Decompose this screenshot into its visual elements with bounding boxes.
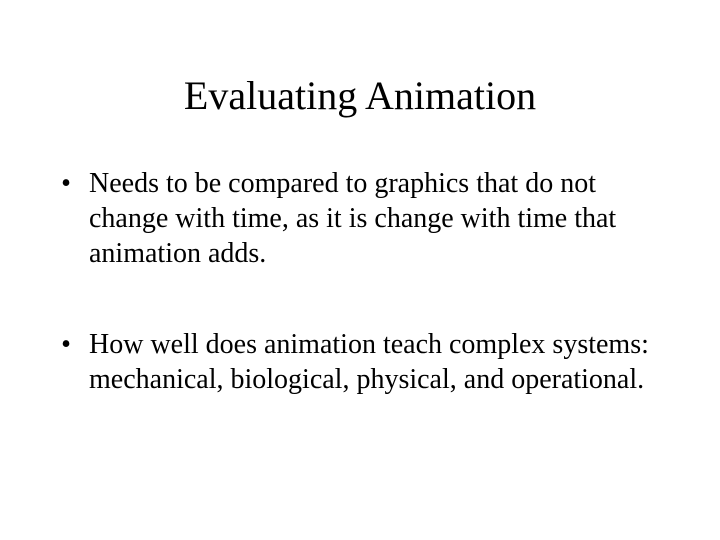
bullet-item bbox=[56, 327, 656, 397]
bullet-text: Needs to be compared to graphics that do not change with time, as it is change with time that animation adds. bbox=[89, 168, 617, 269]
bullet-text: How well does animation teach complex systems: mechanical, biological, physical, and operational. bbox=[89, 329, 649, 395]
bullet-item bbox=[56, 166, 656, 271]
bullet-list bbox=[56, 166, 656, 397]
slide-title: Evaluating Animation bbox=[183, 73, 537, 118]
bullet-marker: • bbox=[61, 168, 71, 199]
bullet-marker: • bbox=[61, 329, 71, 360]
